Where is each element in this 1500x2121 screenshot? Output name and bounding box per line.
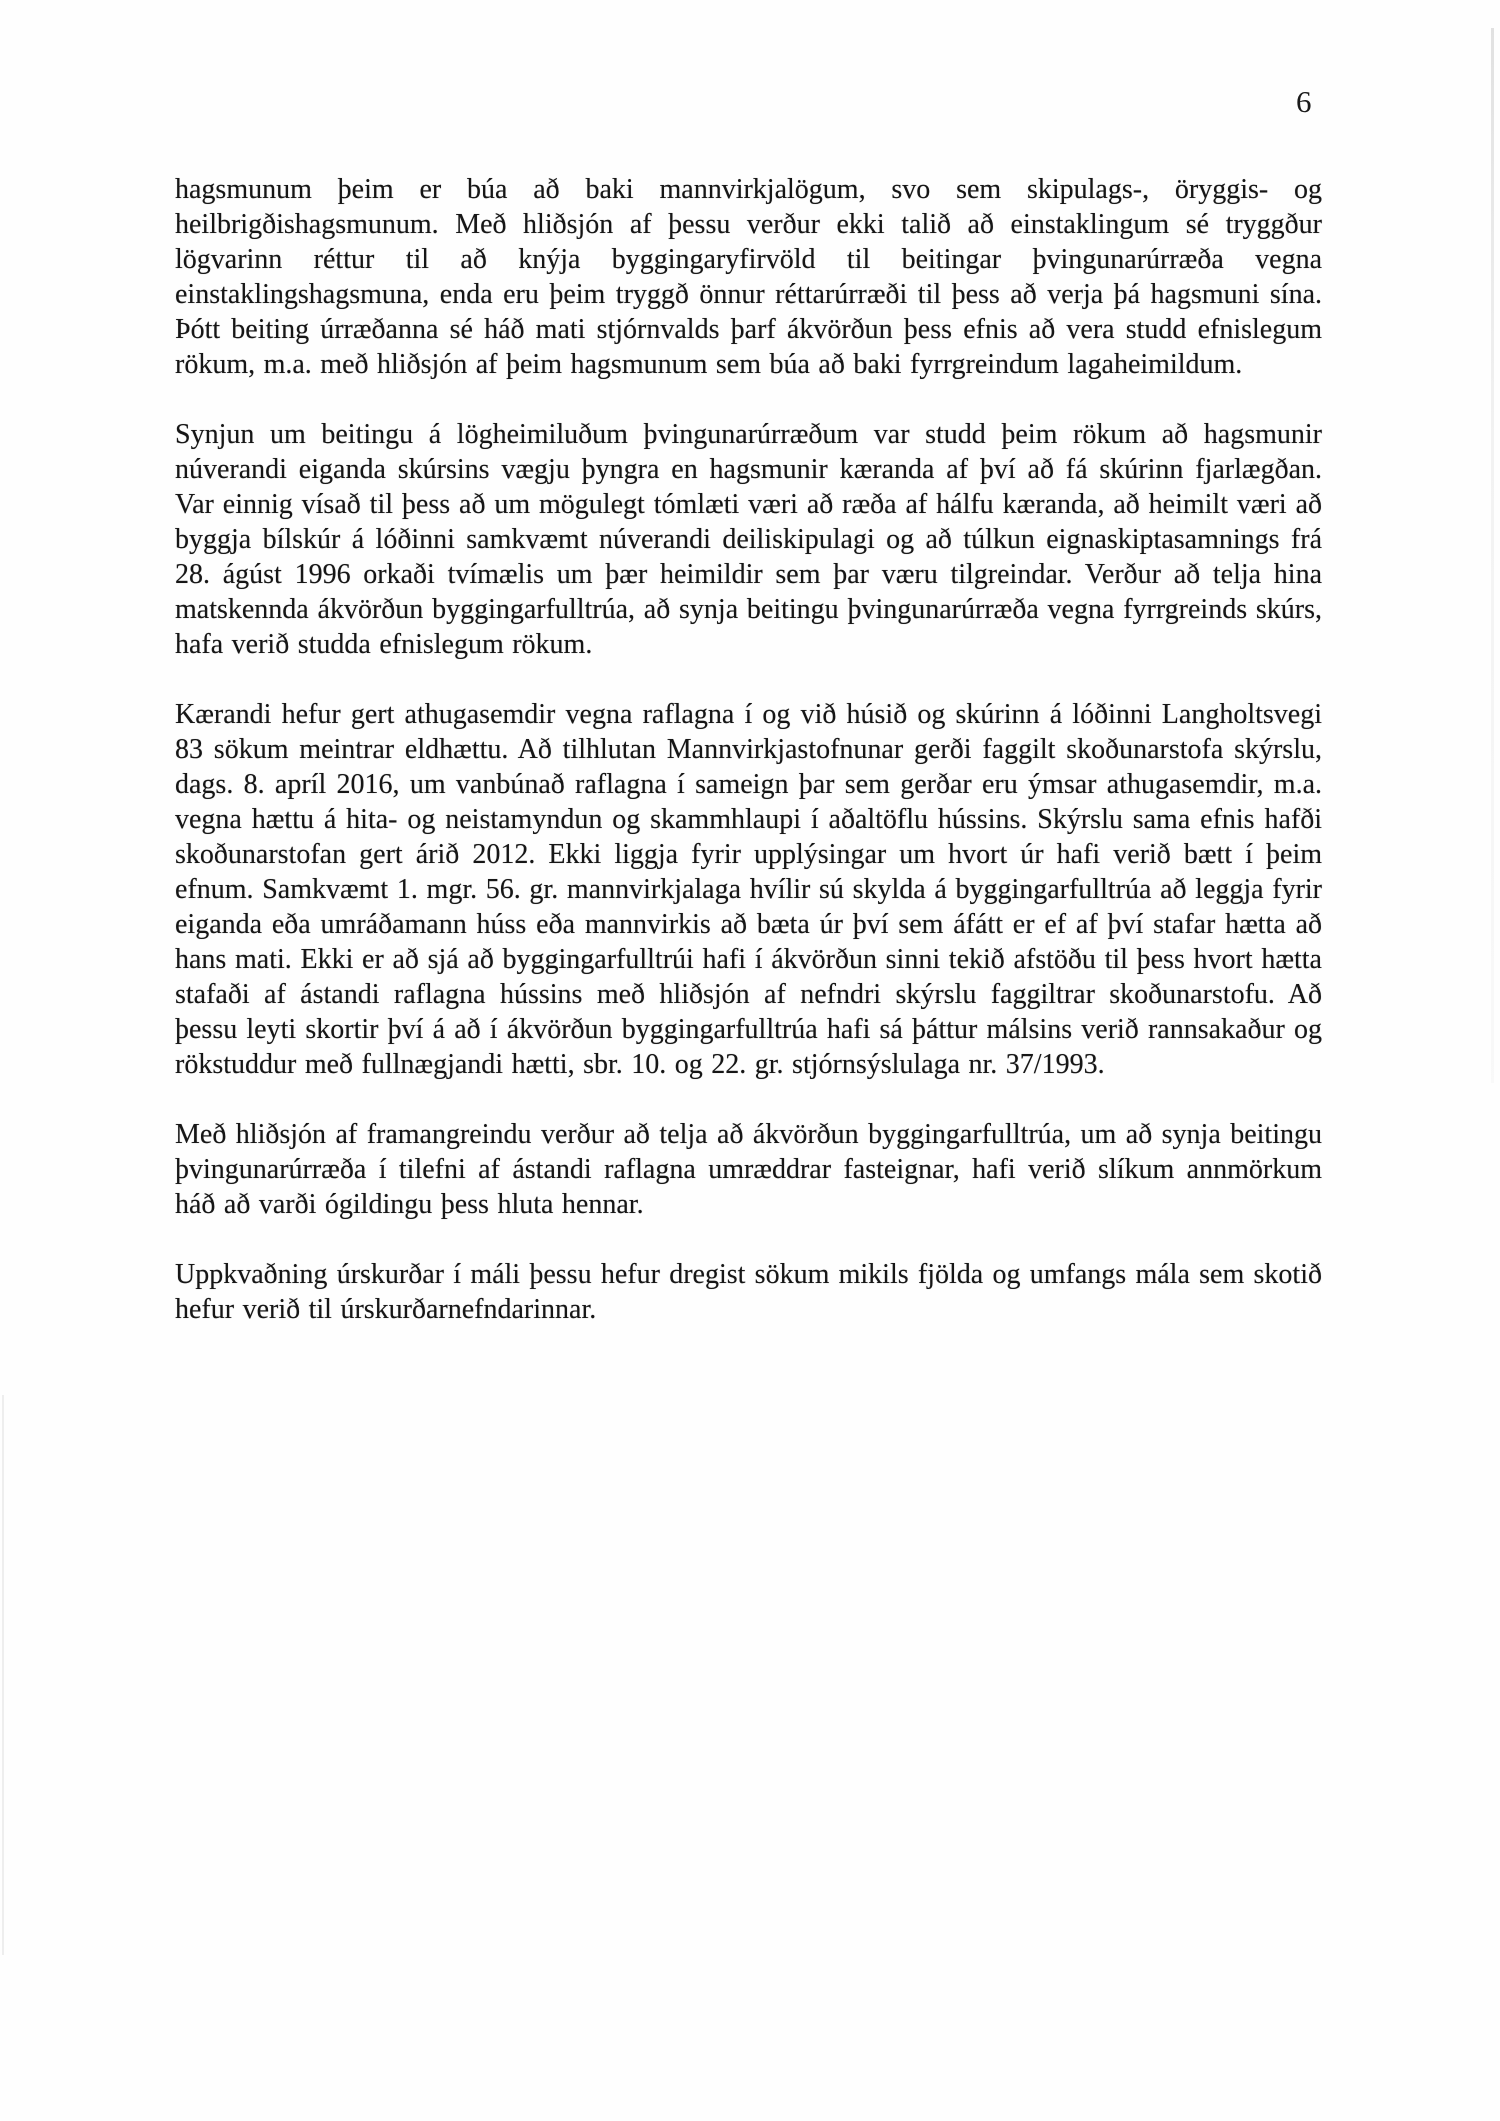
document-body-text: [175, 172, 1322, 1327]
paragraph: Uppkvaðning úrskurðar í máli þessu hefur dregist sökum mikils fjölda og umfangs mála sem skotið hefur verið til úrskurðarnefndarinnar.: [175, 1259, 1322, 1325]
paragraph: Með hliðsjón af framangreindu verður að telja að ákvörðun byggingarfulltrúa, um að synja beitingu þvingunarúrræða í tilefni af ástandi raflagna umræddrar fasteignar, hafi verið slíkum annmörkum háð að varði ógildingu þess hluta hennar.: [175, 1119, 1322, 1220]
page-number: 6: [1296, 84, 1312, 119]
scan-artifact-line: [2, 1395, 4, 1955]
paragraph: Kærandi hefur gert athugasemdir vegna raflagna í og við húsið og skúrinn á lóðinni Langholtsvegi 83 sökum meintrar eldhættu. Að tilhlutan Mannvirkjastofnunar gerði faggilt skoðunarstofa skýrslu, dags. 8. apríl 2016, um vanbúnað raflagna í sameign þar sem gerðar eru ýmsar athugasemdir, m.a. vegna hættu á hita- og neistamyndun og skammhlaupi í aðaltöflu hússins. Skýrslu sama efnis hafði skoðunarstofan gert árið 2012. Ekki liggja fyrir upplýsingar um hvort úr hafi verið bætt í þeim efnum. Samkvæmt 1. mgr. 56. gr. mannvirkjalaga hvílir sú skylda á byggingarfulltrúa að leggja fyrir eiganda eða umráðamann húss eða mannvirkis að bæta úr því sem áfátt er ef af því stafar hætta að hans mati. Ekki er að sjá að byggingarfulltrúi hafi í ákvörðun sinni tekið afstöðu til þess hvort hætta stafaði af ástandi raflagna hússins með hliðsjón af nefndri skýrslu faggiltrar skoðunarstofu. Að þessu leyti skortir því á að í ákvörðun byggingarfulltrúa hafi sá þáttur málsins verið rannsakaður og rökstuddur með fullnægjandi hætti, sbr. 10. og 22. gr. stjórnsýslulaga nr. 37/1993.: [175, 699, 1322, 1080]
scan-artifact-line: [1491, 28, 1494, 1083]
paragraph: Synjun um beitingu á lögheimiluðum þvingunarúrræðum var studd þeim rökum að hagsmunir núverandi eiganda skúrsins vægju þyngra en hagsmunir kæranda af því að fá skúrinn fjarlægðan. Var einnig vísað til þess að um mögulegt tómlæti væri að ræða af hálfu kæranda, að heimilt væri að byggja bílskúr á lóðinni samkvæmt núverandi deiliskipulagi og að túlkun eignaskiptasamnings frá 28. ágúst 1996 orkaði tvímælis um þær heimildir sem þar væru tilgreindar. Verður að telja hina matskennda ákvörðun byggingarfulltrúa, að synja beitingu þvingunarúrræða vegna fyrrgreinds skúrs, hafa verið studda efnislegum rökum.: [175, 419, 1322, 660]
paragraph: hagsmunum þeim er búa að baki mannvirkjalögum, svo sem skipulags-, öryggis- og heilbrigðishagsmunum. Með hliðsjón af þessu verður ekki talið að einstaklingum sé tryggður lögvarinn réttur til að knýja byggingaryfirvöld til beitingar þvingunarúrræða vegna einstaklingshagsmuna, enda eru þeim tryggð önnur réttarúrræði til þess að verja þá hagsmuni sína. Þótt beiting úrræðanna sé háð mati stjórnvalds þarf ákvörðun þess efnis að vera studd efnislegum rökum, m.a. með hliðsjón af þeim hagsmunum sem búa að baki fyrrgreindum lagaheimildum.: [175, 174, 1322, 380]
